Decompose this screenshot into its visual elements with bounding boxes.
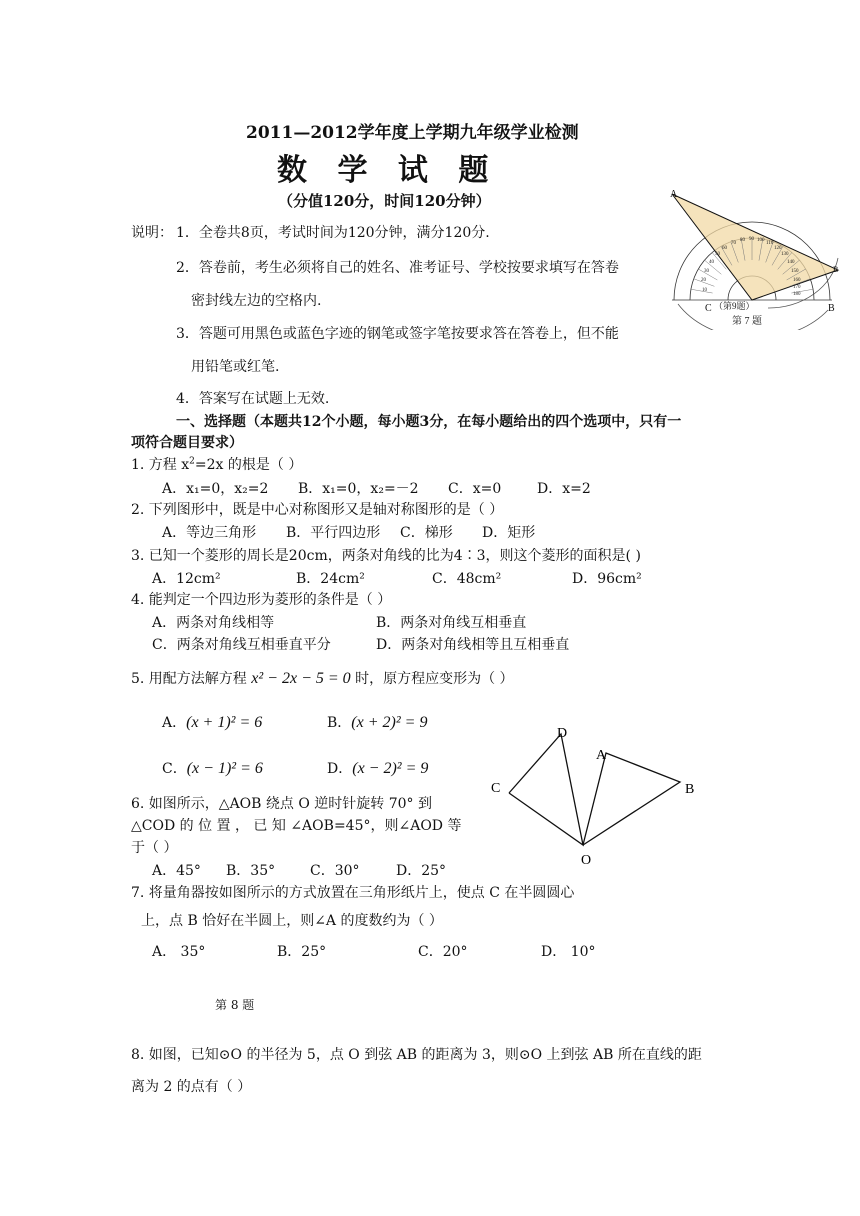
q4-option-d: D．两条对角线相等且互相垂直 bbox=[376, 637, 570, 653]
q2-option-c: C．梯形 bbox=[400, 525, 453, 541]
q1-stem: 1. 方程 $x^2=2x$ 的根是（ ） bbox=[131, 456, 303, 473]
q3-option-c: C．48cm² bbox=[432, 571, 502, 587]
tick-140: 140 bbox=[787, 260, 795, 265]
section1-heading: 一、选择题（本题共12个小题，每小题3分，在每小题给出的四个选项中，只有一 bbox=[176, 414, 682, 430]
tick-180: 180 bbox=[793, 292, 801, 297]
point-label-c: C bbox=[491, 781, 501, 796]
q6-option-d: D．25° bbox=[396, 863, 447, 879]
figure-caption: 第 7 题 bbox=[732, 316, 762, 327]
q1-option-b: B．x₁=0，x₂=－2 bbox=[298, 481, 419, 497]
instruction-1: 1．全卷共8页，考试时间为120分钟，满分120分. bbox=[176, 225, 490, 241]
tick-60: 60 bbox=[722, 246, 727, 251]
q3-option-a: A．12cm² bbox=[152, 571, 221, 587]
q2-option-d: D．矩形 bbox=[482, 525, 536, 541]
q7-stem-2: 上，点 B 恰好在半圆上，则∠A 的度数约为（ ） bbox=[141, 913, 443, 929]
q4-option-a: A．两条对角线相等 bbox=[152, 615, 275, 631]
triangle-aob bbox=[583, 753, 680, 845]
point-label-a: A bbox=[596, 748, 607, 763]
q6-option-a: A．45° bbox=[152, 863, 201, 879]
q2-stem: 2. 下列图形中，既是中心对称图形又是轴对称图形的是（ ） bbox=[131, 502, 504, 518]
triangle-paper bbox=[672, 194, 838, 300]
point-label-b2: B bbox=[828, 303, 835, 314]
tick-120: 120 bbox=[774, 246, 782, 251]
tick-30: 30 bbox=[704, 269, 709, 274]
point-label-a: A bbox=[670, 189, 678, 200]
q7-stem-1: 7. 将量角器按如图所示的方式放置在三角形纸片上，使点 C 在半圆圆心 bbox=[131, 885, 575, 901]
q6-option-c: C．30° bbox=[310, 863, 360, 879]
q8-stem-2: 离为 2 的点有（ ） bbox=[131, 1079, 252, 1095]
q8-figure-caption: 第 8 题 bbox=[215, 998, 255, 1012]
exam-meta: （分值120分，时间120分钟） bbox=[278, 192, 491, 210]
q6-option-b: B．35° bbox=[226, 863, 276, 879]
tick-160: 160 bbox=[793, 278, 801, 283]
instructions-prefix: 说明： bbox=[131, 225, 173, 241]
tick-170: 170 bbox=[793, 285, 801, 290]
q7-option-c: C．20° bbox=[418, 944, 468, 960]
triangle-cod bbox=[509, 734, 583, 845]
tick-50: 50 bbox=[715, 252, 720, 257]
q5-option-b: B．(x + 2)² = 9 bbox=[327, 714, 428, 731]
q6-stem-1: 6. 如图所示，△AOB 绕点 O 逆时针旋转 70° 到 bbox=[131, 796, 432, 812]
q5-option-d: D．(x − 2)² = 9 bbox=[327, 760, 429, 777]
exam-title: 2011—2012学年度上学期九年级学业检测 bbox=[246, 123, 579, 143]
instruction-3: 3．答题可用黑色或蓝色字迹的钢笔或签字笔按要求答在答卷上，但不能 bbox=[176, 326, 619, 342]
q4-option-b: B．两条对角线互相垂直 bbox=[376, 615, 527, 631]
tick-40: 40 bbox=[709, 260, 714, 265]
instruction-3-cont: 用铅笔或红笔. bbox=[191, 359, 280, 375]
point-label-b: B bbox=[833, 265, 839, 274]
q8-stem-1: 8. 如图，已知⊙O 的半径为 5，点 O 到弦 AB 的距离为 3，则⊙O 上到弦 AB 所在直线的距 bbox=[131, 1047, 702, 1063]
q5-option-a: A．(x + 1)² = 6 bbox=[162, 714, 263, 731]
instruction-2-cont: 密封线左边的空格内. bbox=[191, 293, 322, 309]
instruction-2: 2．答卷前，考生必须将自己的姓名、准考证号、学校按要求填写在答卷 bbox=[176, 260, 619, 276]
tick-110: 110 bbox=[766, 241, 774, 246]
tick-10: 10 bbox=[702, 288, 707, 293]
q6-stem-2: △COD 的 位 置 ， 已 知 ∠AOB=45°，则∠AOD 等 bbox=[131, 818, 462, 834]
q2-option-b: B．平行四边形 bbox=[286, 525, 381, 541]
point-label-c: C bbox=[705, 303, 712, 314]
q1-option-a: A．x₁=0，x₂=2 bbox=[162, 481, 269, 497]
q4-stem: 4. 能判定一个四边形为菱形的条件是（ ） bbox=[131, 592, 392, 608]
instruction-4: 4．答案写在试题上无效. bbox=[176, 391, 330, 407]
q1-option-d: D．x=2 bbox=[537, 481, 591, 497]
subject-title: 数 学 试 题 bbox=[277, 153, 499, 188]
point-label-d: D bbox=[557, 726, 568, 741]
q5-stem: 5. 用配方法解方程 x² − 2x − 5 = 0 时，原方程应变形为（ ） bbox=[131, 670, 514, 687]
q7-option-d: D． 10° bbox=[541, 944, 596, 960]
tick-100: 100 bbox=[757, 238, 765, 243]
figure-inner-label: （第9题） bbox=[714, 301, 755, 311]
point-label-o: O bbox=[581, 853, 592, 868]
point-label-b: B bbox=[685, 782, 695, 797]
q3-option-b: B．24cm² bbox=[296, 571, 365, 587]
q3-option-d: D．96cm² bbox=[572, 571, 642, 587]
q1-option-c: C．x=0 bbox=[448, 481, 502, 497]
tick-70: 70 bbox=[731, 241, 736, 246]
q3-stem: 3. 已知一个菱形的周长是20cm，两条对角线的比为4∶3，则这个菱形的面积是( ) bbox=[131, 548, 641, 564]
q7-protractor-figure bbox=[668, 188, 848, 330]
tick-80: 80 bbox=[740, 238, 745, 243]
q5-option-c: C．(x − 1)² = 6 bbox=[162, 760, 263, 777]
tick-20: 20 bbox=[701, 278, 706, 283]
tick-90: 90 bbox=[749, 237, 754, 242]
tick-150: 150 bbox=[791, 269, 799, 274]
q2-option-a: A．等边三角形 bbox=[162, 525, 257, 541]
q6-stem-3: 于（ ） bbox=[131, 840, 178, 856]
q5-equation: x² − 2x − 5 = 0 bbox=[251, 670, 351, 687]
q7-option-b: B．25° bbox=[277, 944, 327, 960]
q7-option-a: A． 35° bbox=[152, 944, 206, 960]
q6-figure bbox=[485, 720, 705, 870]
section1-heading-cont: 项符合题目要求） bbox=[131, 435, 243, 451]
q4-option-c: C．两条对角线互相垂直平分 bbox=[152, 637, 331, 653]
tick-130: 130 bbox=[781, 252, 789, 257]
